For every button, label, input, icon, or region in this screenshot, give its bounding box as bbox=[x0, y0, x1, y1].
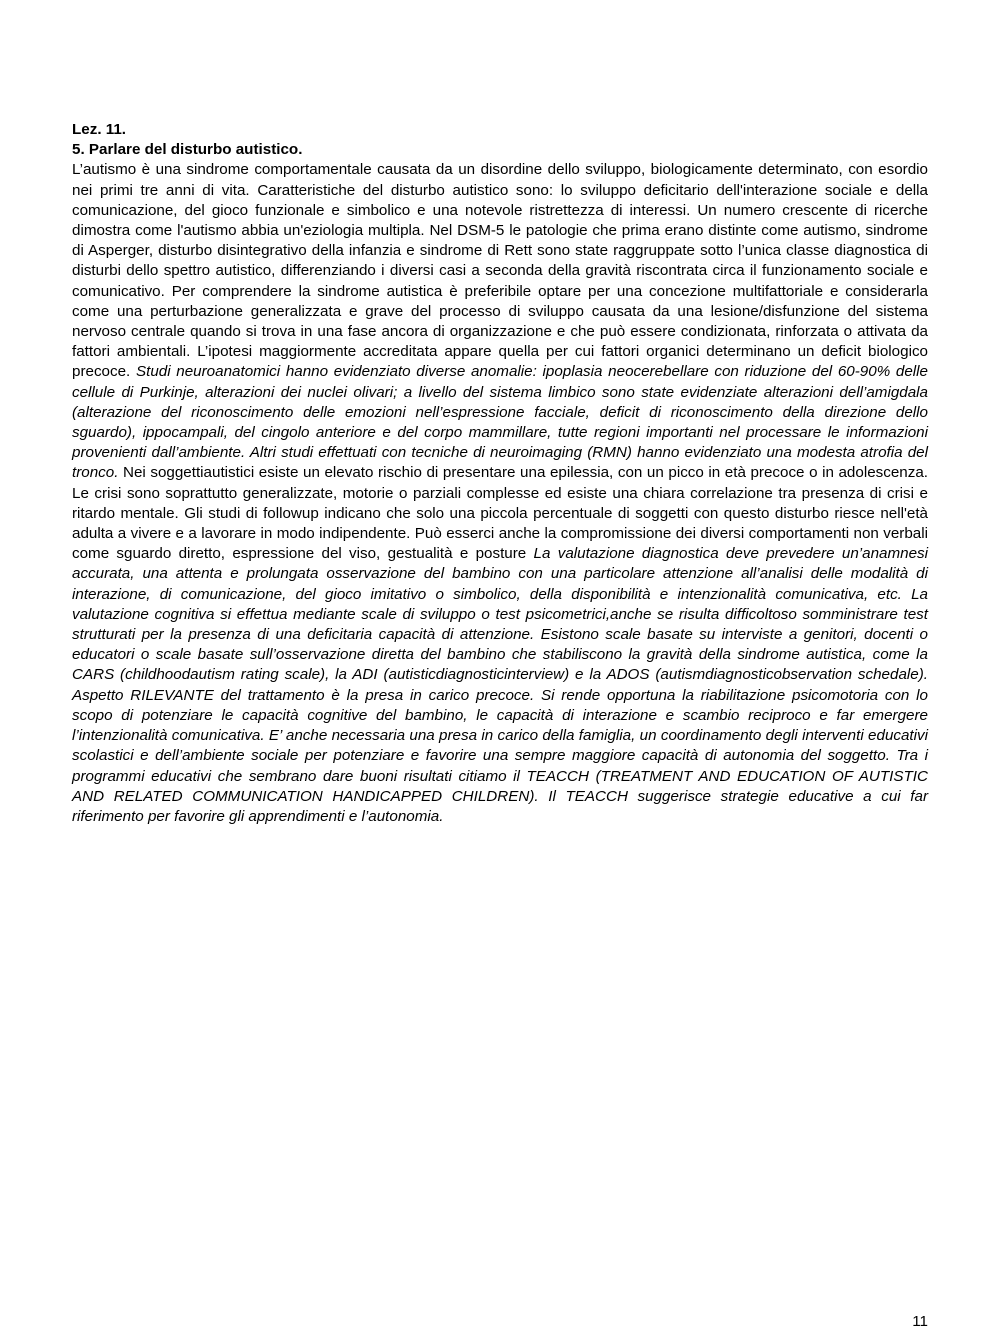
document-page bbox=[72, 120, 928, 827]
question-heading: 5. Parlare del disturbo autistico. bbox=[72, 141, 303, 159]
lesson-heading: Lez. 11. bbox=[72, 121, 127, 138]
text-run: L’autismo è una sindrome comportamentale causata da un disordine dello sviluppo, biologicamente determinato, con esordio nei primi tre anni di vita. Caratteristiche del disturbo autistico sono: lo sviluppo deficitario dell'interazione sociale e della comunicazione, del gioco funzionale e simbolico e una notevole ristrettezza di interessi. Un numero crescente di ricerche dimostra come l'autismo abbia un'eziologia multipla. Nel DSM-5 le patologie che prima erano distinte come autismo, sindrome di Asperger, disturbo disintegrativo della infanzia e sindrome di Rett sono state raggruppate sotto l’unica classe diagnostica di disturbi dello spettro autistico, differenziando i diversi casi a seconda della gravità riscontrata circa il funzionamento sociale e comunicativo. Per comprendere la sindrome autistica è preferibile optare per una concezione multifattoriale e considerarla come una perturbazione generalizzata e grave del processo di sviluppo causata da una lesione/disfunzione del sistema nervoso centrale quando si trova in una fase ancora di organizzazione e che può essere condizionata, rinforzata o attivata da fattori ambientali. L’ipotesi maggiormente accreditata appare quella per cui fattori organici determinano un deficit biologico precoce. bbox=[72, 161, 928, 381]
text-run: Nei soggettiautistici esiste un elevato rischio di presentare una epilessia, con un picco in età precoce o in adolescenza. Le crisi sono soprattutto generalizzate, motorie o parziali complesse ed esiste una chiara correlazione tra presenza di crisi e ritardo mentale. Gli studi di followup indicano che solo una piccola percentuale di soggetti con questo disturbo riesce nell'età adulta a vivere e a lavorare in modo indipendente. Può esserci anche la compromissione dei diversi comportamenti non verbali come sguardo diretto, espressione del viso, gestualità e posture bbox=[72, 464, 928, 563]
answer-paragraph bbox=[72, 160, 928, 827]
text-run-italic: La valutazione diagnostica deve prevedere un’anamnesi accurata, una attenta e prolungata osservazione del bambino con una particolare attenzione all’analisi delle modalità di interazione, di comunicazione, del gioco imitativo o simbolico, della disponibilità e intenzionalità comunicativa, etc. La valutazione cognitiva si effettua mediante scale di sviluppo o test psicometrici,anche se risulta difficoltoso somministrare test strutturati per la presenza di una deficitaria capacità di attenzione. Esistono scale basate su interviste a genitori, docenti o educatori o scale basate sull’osservazione diretta del bambino che stabiliscono la gravità della sindrome autistica, come la CARS (childhoodautism rating scale), la ADI (autisticdiagnosticinterview) e la ADOS (autismdiagnosticobservation schedale). Aspetto RILEVANTE del trattamento è la presa in carico precoce. Si rende opportuna la riabilitazione psicomotoria con lo scopo di potenziare le capacità cognitive del bambino, le capacità di interazione e scambio reciproco e far emergere l’intenzionalità comunicativa. E’ anche necessaria una presa in carico della famiglia, un coordinamento degli interventi educativi scolastici e dell’ambiente sociale per potenziare e favorire una sempre maggiore capacità di autonomia del soggetto. Tra i programmi educativi che sembrano dare buoni risultati citiamo il TEACCH (TREATMENT AND EDUCATION OF AUTISTIC AND RELATED COMMUNICATION HANDICAPPED CHILDREN). Il TEACCH suggerisce strategie educative a cui far riferimento per favorire gli apprendimenti e l’autonomia. bbox=[72, 545, 928, 825]
text-run-italic: Studi neuroanatomici hanno evidenziato diverse anomalie: ipoplasia neocerebellare con riduzione del 60-90% delle cellule di Purkinje, alterazioni dei nuclei olivari; a livello del sistema limbico sono state evidenziate alterazioni dell’amigdala (alterazione del riconoscimento delle emozioni nell’espressione facciale, deficit di riconoscimento della direzione dello sguardo), ippocampali, del cingolo anteriore e del corpo mammillare, tutte regioni importanti nel processare le informazioni provenienti dall’ambiente. Altri studi effettuati con tecniche di neuroimaging (RMN) hanno evidenziato una modesta atrofia del tronco. bbox=[72, 363, 928, 482]
page-number: 11 bbox=[912, 1313, 928, 1330]
